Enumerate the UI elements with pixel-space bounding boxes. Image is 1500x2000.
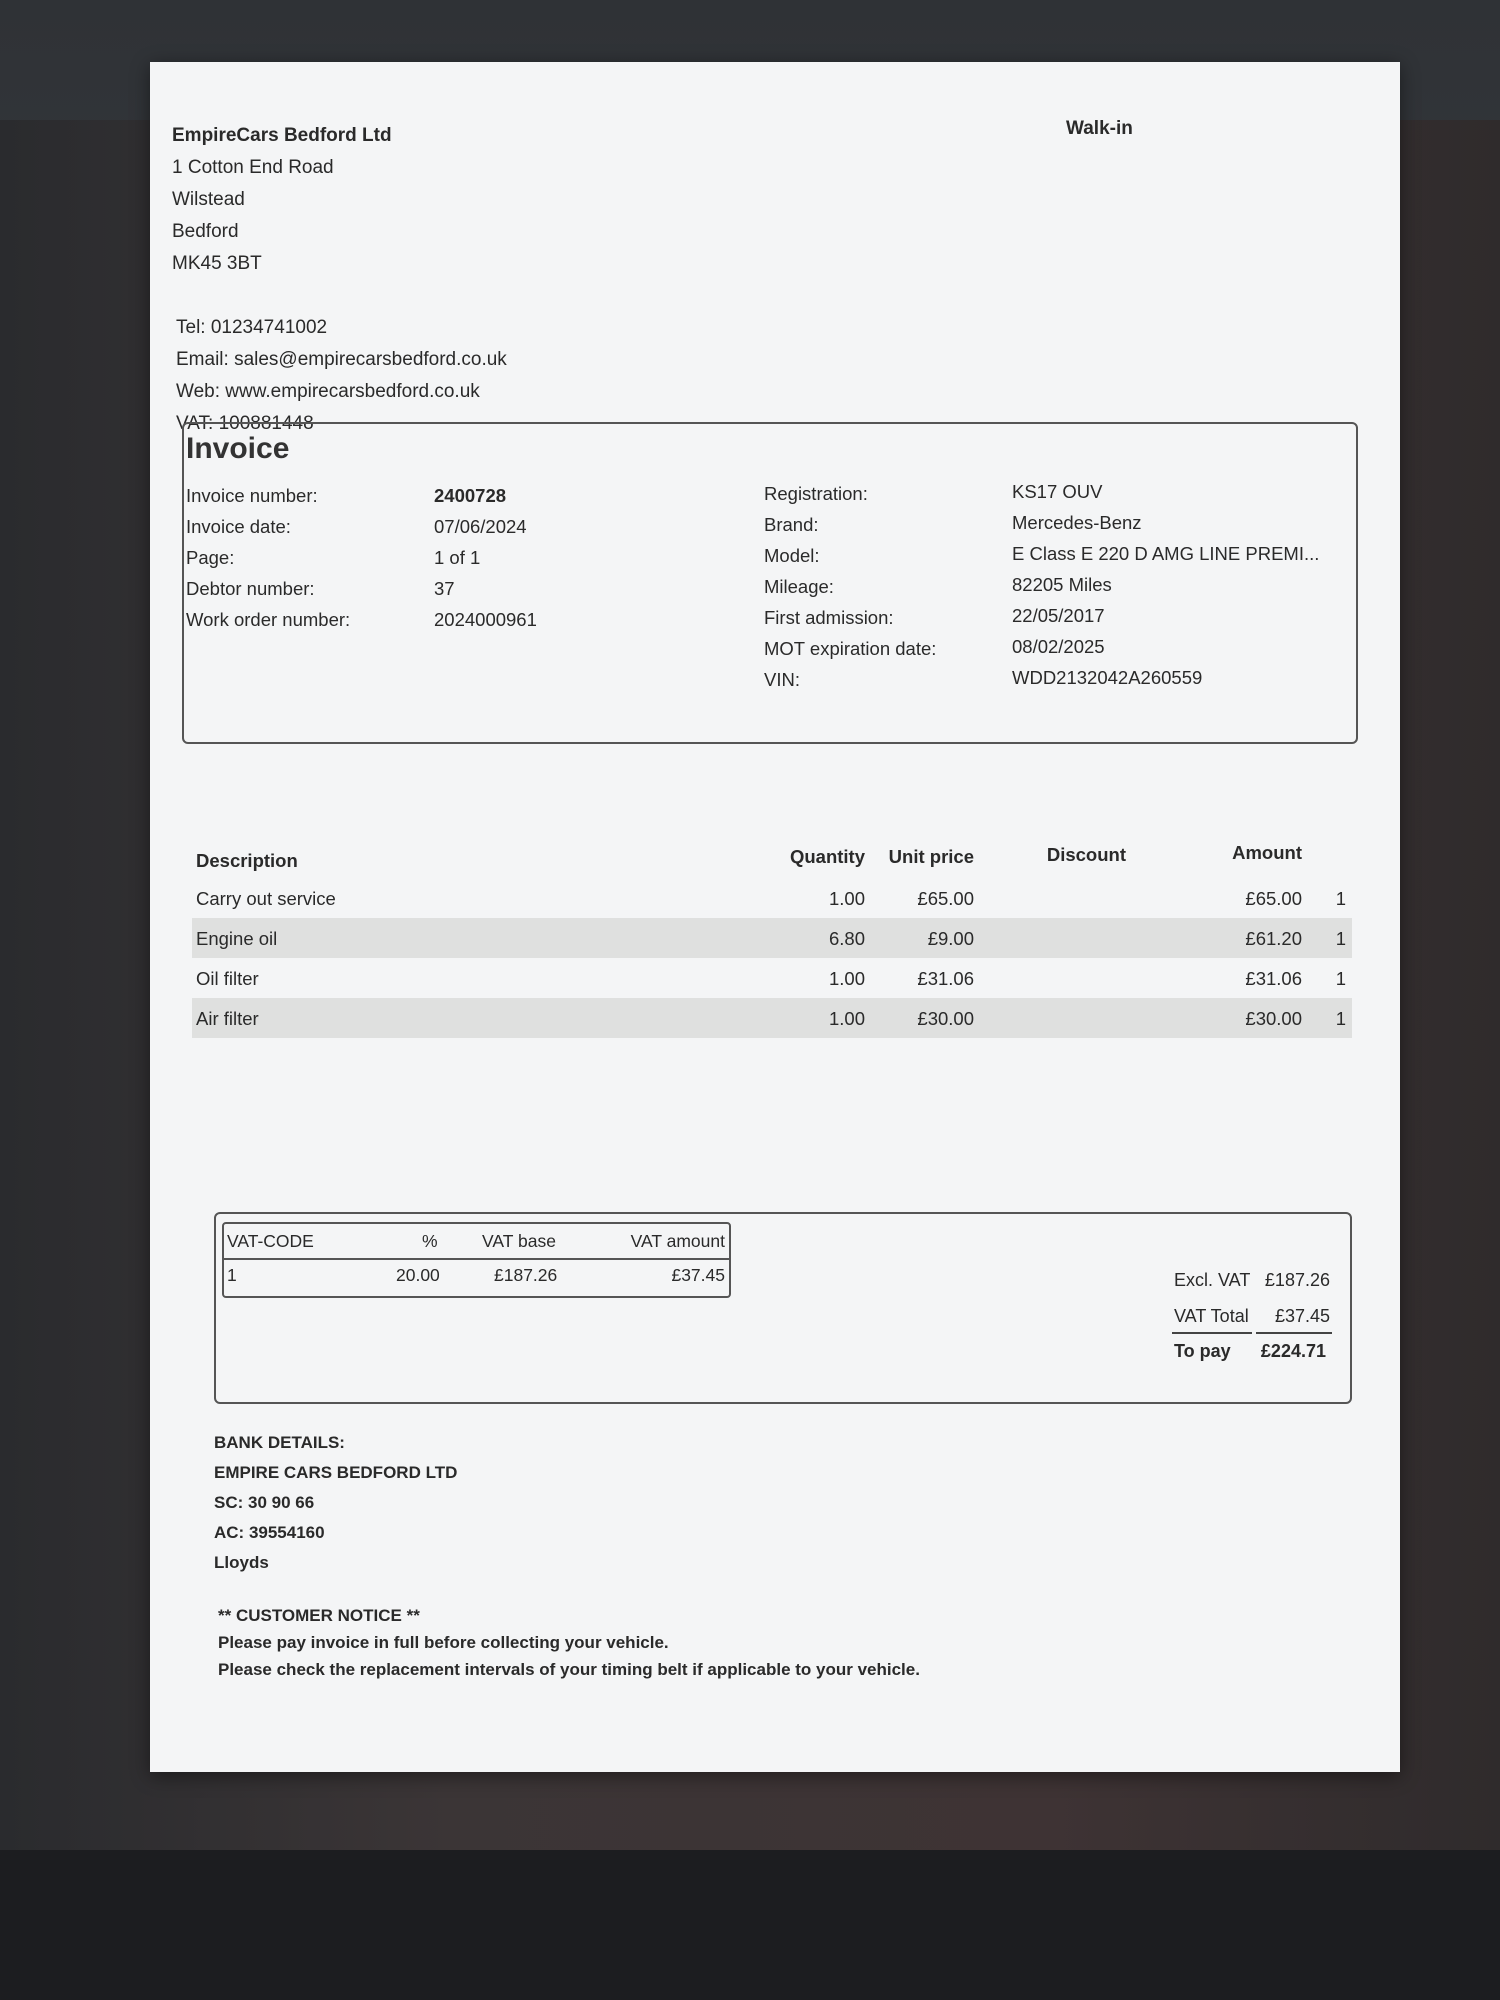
field-label: VIN: [764, 669, 800, 690]
vat-header-code: VAT-CODE [227, 1231, 314, 1251]
item-quantity: 1.00 [828, 888, 865, 909]
table-row [192, 918, 1352, 958]
field-label: Model: [764, 545, 820, 566]
item-vat-code: 1 [1335, 888, 1346, 909]
bank-account-number: AC: 39554160 [214, 1523, 325, 1542]
line-items-table [192, 832, 1352, 1038]
customer-notice [218, 1602, 920, 1683]
header-unit-price: Unit price [888, 846, 974, 867]
item-unit-price: £30.00 [917, 1008, 974, 1029]
total-rule [1172, 1332, 1252, 1334]
page-number: 1 of 1 [434, 547, 481, 568]
vat-amount: £37.45 [671, 1265, 725, 1285]
field-label: Mileage: [764, 576, 834, 597]
brand: Mercedes-Benz [1012, 512, 1142, 533]
model: E Class E 220 D AMG LINE PREMI... [1012, 543, 1320, 564]
totals-box [214, 1212, 1352, 1404]
bank-account-name: EMPIRE CARS BEDFORD LTD [214, 1463, 458, 1482]
table-header [192, 832, 1352, 878]
vat-total-value: £37.45 [1274, 1306, 1330, 1326]
item-unit-price: £9.00 [927, 928, 974, 949]
table-row [192, 958, 1352, 998]
company-web: Web: www.empirecarsbedford.co.uk [176, 381, 480, 402]
vat-header-percent: % [422, 1231, 438, 1251]
item-unit-price: £31.06 [917, 968, 974, 989]
invoice-left-values [434, 480, 537, 635]
mot-expiration-date: 08/02/2025 [1012, 636, 1105, 657]
vin: WDD2132042A260559 [1012, 667, 1203, 688]
item-quantity: 6.80 [828, 928, 865, 949]
vat-header-amount: VAT amount [630, 1231, 725, 1251]
item-amount: £61.20 [1245, 928, 1302, 949]
vat-total-label: VAT Total [1174, 1306, 1249, 1326]
vat-header-base: VAT base [482, 1231, 556, 1251]
header-discount: Discount [1046, 844, 1126, 865]
total-rule [1256, 1332, 1332, 1334]
company-tel: Tel: 01234741002 [176, 317, 328, 338]
vat-table-divider [224, 1258, 729, 1260]
table-row [192, 998, 1352, 1038]
excl-vat-label: Excl. VAT [1174, 1270, 1251, 1290]
vat-breakdown-table [222, 1222, 731, 1298]
item-quantity: 1.00 [828, 968, 865, 989]
field-label: Registration: [764, 483, 868, 504]
vat-code: 1 [227, 1265, 237, 1285]
table-row [192, 878, 1352, 918]
debtor-number: 37 [434, 578, 455, 599]
notice-line: Please pay invoice in full before collecting your vehicle. [218, 1633, 669, 1652]
notice-heading: ** CUSTOMER NOTICE ** [218, 1606, 420, 1625]
item-amount: £65.00 [1245, 888, 1302, 909]
address-line: MK45 3BT [172, 253, 262, 274]
company-contact-block [176, 312, 507, 440]
bank-sort-code: SC: 30 90 66 [214, 1493, 315, 1512]
item-description: Engine oil [196, 928, 278, 949]
item-amount: £30.00 [1245, 1008, 1302, 1029]
invoice-left-labels [186, 480, 350, 635]
invoice-date: 07/06/2024 [434, 516, 527, 537]
item-vat-code: 1 [1335, 928, 1346, 949]
field-label: MOT expiration date: [764, 638, 937, 659]
item-description: Carry out service [196, 888, 336, 909]
mileage: 82205 Miles [1012, 574, 1112, 595]
item-description: Air filter [196, 1008, 259, 1029]
address-line: Wilstead [172, 189, 245, 210]
item-amount: £31.06 [1245, 968, 1302, 989]
to-pay-label: To pay [1174, 1341, 1231, 1361]
field-label: Work order number: [186, 609, 351, 630]
company-name: EmpireCars Bedford Ltd [172, 125, 392, 146]
field-label: Page: [186, 547, 235, 568]
vehicle-labels [764, 478, 936, 695]
field-label: Invoice date: [186, 516, 291, 537]
notice-line: Please check the replacement intervals of your timing belt if applicable to your vehicle. [218, 1660, 920, 1679]
item-unit-price: £65.00 [917, 888, 974, 909]
company-email: Email: sales@empirecarsbedford.co.uk [176, 349, 507, 370]
vehicle-values [1012, 476, 1319, 693]
company-address-block [172, 120, 392, 280]
header-quantity: Quantity [789, 846, 865, 867]
address-line: Bedford [172, 221, 239, 242]
registration: KS17 OUV [1012, 481, 1103, 502]
vat-base: £187.26 [494, 1265, 558, 1285]
customer-type: Walk-in [1066, 118, 1133, 139]
invoice-document [150, 62, 1400, 1772]
field-label: Debtor number: [186, 578, 315, 599]
header-description: Description [196, 850, 298, 871]
excl-vat-value: £187.26 [1264, 1270, 1330, 1290]
bank-heading: BANK DETAILS: [214, 1433, 345, 1452]
item-vat-code: 1 [1335, 1008, 1346, 1029]
invoice-number: 2400728 [434, 485, 507, 506]
header-amount: Amount [1232, 842, 1302, 863]
invoice-info-box [182, 422, 1358, 744]
work-order-number: 2024000961 [434, 609, 537, 630]
item-vat-code: 1 [1335, 968, 1346, 989]
floor-background [0, 1850, 1500, 2000]
item-quantity: 1.00 [828, 1008, 865, 1029]
field-label: First admission: [764, 607, 894, 628]
field-label: Invoice number: [186, 485, 318, 506]
invoice-title: Invoice [186, 432, 290, 465]
vat-percent: 20.00 [396, 1265, 440, 1285]
item-description: Oil filter [196, 968, 259, 989]
to-pay-value: £224.71 [1260, 1341, 1326, 1361]
bank-details [214, 1428, 457, 1578]
address-line: 1 Cotton End Road [172, 157, 334, 178]
field-label: Brand: [764, 514, 819, 535]
first-admission: 22/05/2017 [1012, 605, 1105, 626]
bank-name: Lloyds [214, 1553, 269, 1572]
company-vat: VAT: 100881448 [176, 413, 314, 434]
